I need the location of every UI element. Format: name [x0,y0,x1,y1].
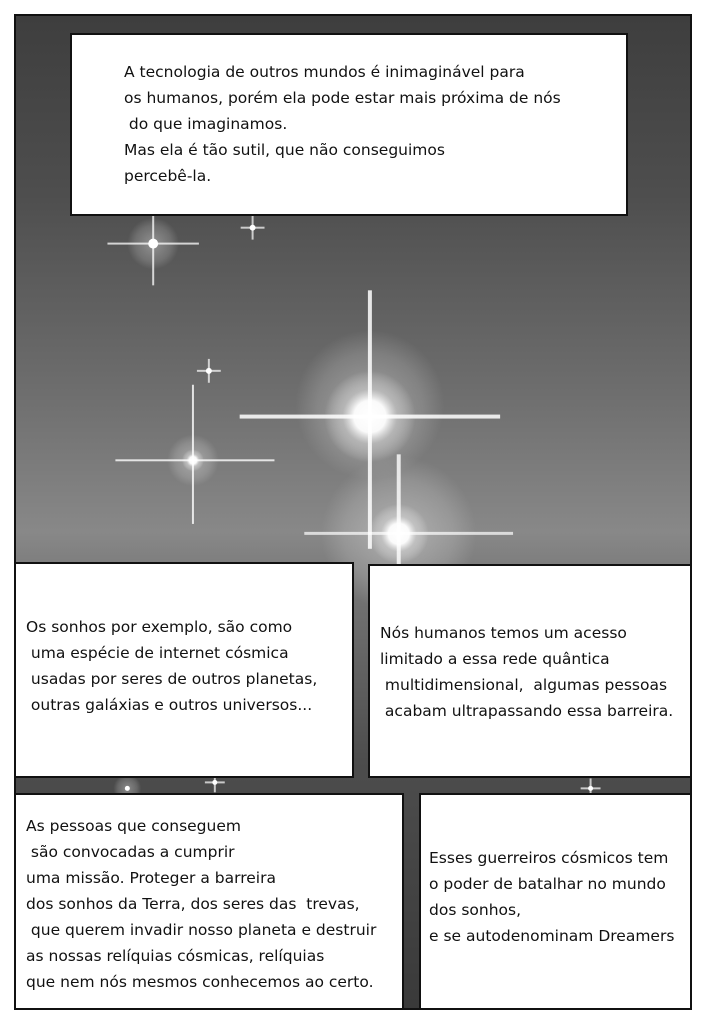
caption-line: dos sonhos da Terra, dos seres das trevas, [26,895,360,913]
caption-box-middle-right [368,564,692,778]
caption-line: usadas por seres de outros planetas, [26,670,318,688]
tiny-star-icon [197,359,221,383]
caption-line: multidimensional, algumas pessoas [380,676,668,694]
caption-line: do que imaginamos. [124,115,288,133]
caption-line: e se autodenominam Dreamers [429,927,675,945]
small-star-icon [107,216,198,286]
caption-line: que querem invadir nosso planeta e destruir [26,921,377,939]
caption-line: Nós humanos temos um acesso [380,624,627,642]
caption-line: os humanos, porém ela pode estar mais próxima de nós [124,89,561,107]
caption-line: que nem nós mesmos conhecemos ao certo. [26,973,374,991]
caption-line: limitado a essa rede quântica [380,650,610,668]
caption-box-middle-left [14,562,354,778]
caption-line: as nossas relíquias cósmicas, relíquias [26,947,325,965]
caption-line: Os sonhos por exemplo, são como [26,618,293,636]
caption-line: outras galáxias e outros universos... [26,696,313,714]
caption-line: dos sonhos, [429,901,522,919]
caption-line: As pessoas que conseguem [26,817,241,835]
caption-line: acabam ultrapassando essa barreira. [380,702,674,720]
caption-line: A tecnologia de outros mundos é inimaginável para [124,63,525,81]
caption-line: Esses guerreiros cósmicos tem [429,849,669,867]
caption-box-top [70,33,628,216]
caption-line: percebê-la. [124,167,212,185]
caption-line: uma espécie de internet cósmica [26,644,289,662]
caption-line: o poder de batalhar no mundo [429,875,666,893]
caption-box-bottom-right [419,793,692,1010]
caption-line: uma missão. Proteger a barreira [26,869,276,887]
medium-star-icon [115,385,274,524]
caption-line: Mas ela é tão sutil, que não conseguimos [124,141,445,159]
caption-line: são convocadas a cumprir [26,843,235,861]
tiny-star-icon [241,216,265,240]
caption-box-bottom-left [14,793,404,1010]
